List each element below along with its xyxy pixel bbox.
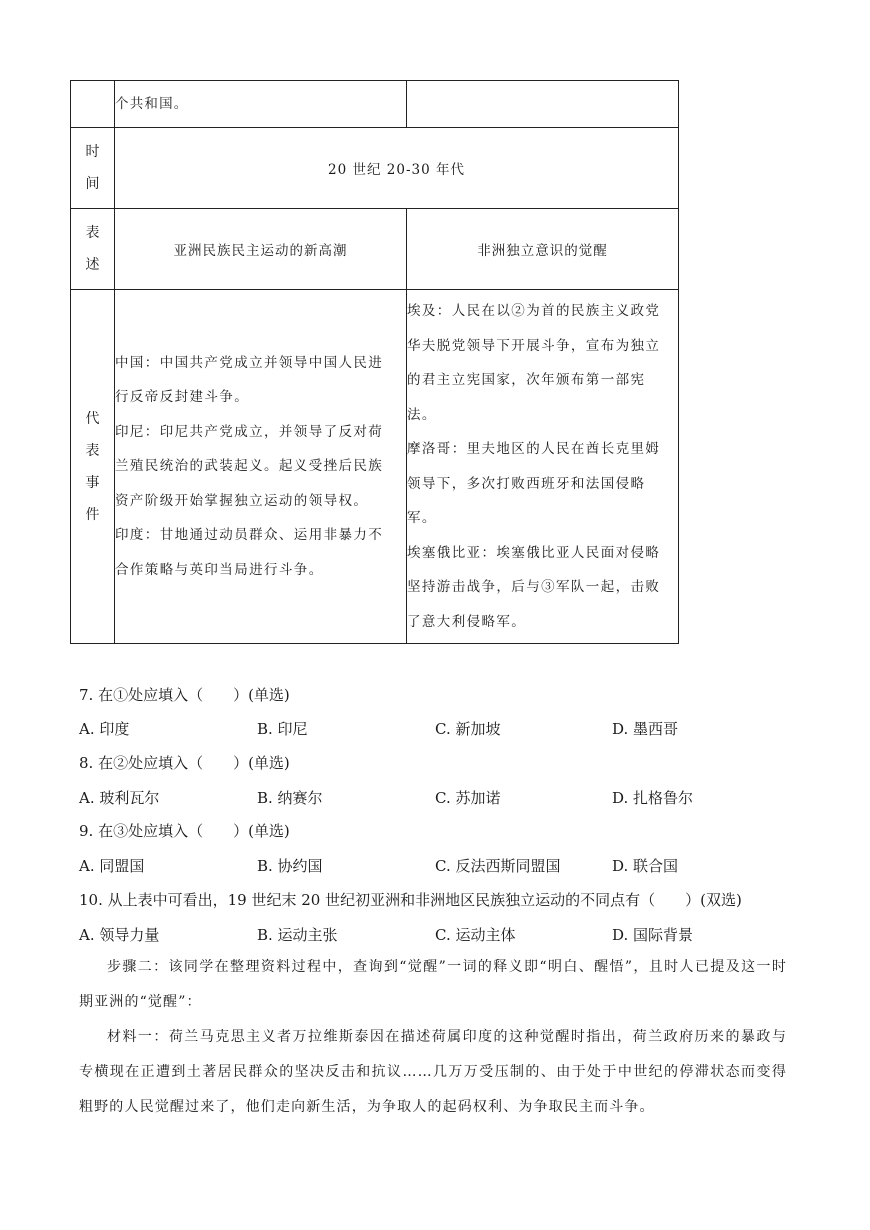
q8-option-a[interactable]: A. 玻利瓦尔 xyxy=(79,789,160,807)
material1-paragraph: 材料一：荷兰马克思主义者万拉维斯泰因在描述荷属印度的这种觉醒时指出，荷兰政府历来的暴政与专横现在正遭到土著居民群众的坚决反击和抗议……几万万受压制的、由于处于中世纪的停滞状态而变得粗野的人民觉醒过来了，他们走向新生活，为争取人的起码权利、为争取民主而斗争。 xyxy=(79,1029,787,1115)
row-label-events: 代 表 事 件 xyxy=(71,290,115,644)
q9-option-d[interactable]: D. 联合国 xyxy=(612,857,679,875)
q9-option-b[interactable]: B. 协约国 xyxy=(257,857,323,875)
table-row-time xyxy=(71,128,679,209)
table-row-continuation xyxy=(71,81,679,128)
events-asia xyxy=(115,290,407,644)
row-label-time: 时 间 xyxy=(71,128,115,209)
q7-option-d[interactable]: D. 墨西哥 xyxy=(612,720,679,738)
table-cell-top-right xyxy=(407,81,679,128)
event-line: 了意大利侵略军。 xyxy=(407,613,527,630)
question-9: 9. 在③处应填入（ ）(单选) xyxy=(79,822,290,840)
table-row-description xyxy=(71,209,679,290)
question-10: 10. 从上表中可看出，19 世纪末 20 世纪初亚洲和非洲地区民族独立运动的不同点有（ ）(双选) xyxy=(79,891,742,909)
event-line: 资产阶级开始掌握独立运动的领导权。 xyxy=(115,492,369,509)
event-line: 军。 xyxy=(407,510,437,526)
event-line: 领导下，多次打败西班牙和法国侵略 xyxy=(407,475,646,492)
table-cell-empty-label xyxy=(71,81,115,128)
q7-option-a[interactable]: A. 印度 xyxy=(79,720,130,738)
event-line: 行反帝反封建斗争。 xyxy=(115,389,250,406)
event-line: 兰殖民统治的武装起义。起义受挫后民族 xyxy=(115,458,384,475)
table-row-events xyxy=(71,290,679,644)
event-line: 华夫脱党领导下开展斗争，宣布为独立 xyxy=(407,337,661,354)
q10-option-a[interactable]: A. 领导力量 xyxy=(79,926,160,944)
description-africa: 非洲独立意识的觉醒 xyxy=(407,209,679,290)
event-line: 印度：甘地通过动员群众、运用非暴力不 xyxy=(115,527,384,544)
event-line: 埃塞俄比亚：埃塞俄比亚人民面对侵略 xyxy=(407,544,661,561)
events-africa xyxy=(407,290,679,644)
time-value: 20 世纪 20-30 年代 xyxy=(115,128,679,209)
history-table xyxy=(70,80,679,644)
event-line: 摩洛哥：里夫地区的人民在酋长克里姆 xyxy=(407,441,661,457)
event-line: 法。 xyxy=(407,406,437,423)
q7-option-b[interactable]: B. 印尼 xyxy=(257,720,308,738)
q9-option-c[interactable]: C. 反法西斯同盟国 xyxy=(435,857,561,875)
description-asia: 亚洲民族民主运动的新高潮 xyxy=(115,209,407,290)
q10-option-d[interactable]: D. 国际背景 xyxy=(612,926,694,944)
q8-option-c[interactable]: C. 苏加诺 xyxy=(435,789,501,807)
table-cell-top-left: 个共和国。 xyxy=(115,81,407,128)
event-line: 中国：中国共产党成立并领导中国人民进 xyxy=(115,354,384,371)
event-line: 坚持游击战争，后与③军队一起，击败 xyxy=(407,579,661,595)
event-line: 合作策略与英印当局进行斗争。 xyxy=(115,561,324,578)
q8-option-b[interactable]: B. 纳赛尔 xyxy=(257,789,323,807)
q8-option-d[interactable]: D. 扎格鲁尔 xyxy=(612,789,694,807)
q9-option-a[interactable]: A. 同盟国 xyxy=(79,857,145,875)
step2-paragraph: 步骤二：该同学在整理资料过程中，查询到“觉醒”一词的释义即“明白、醒悟”，且时人已提及这一时期亚洲的“觉醒”： xyxy=(79,959,787,1010)
question-8: 8. 在②处应填入（ ）(单选) xyxy=(79,754,290,772)
q10-option-b[interactable]: B. 运动主张 xyxy=(257,926,338,944)
q10-option-c[interactable]: C. 运动主体 xyxy=(435,926,516,944)
event-line: 印尼：印尼共产党成立，并领导了反对荷 xyxy=(115,423,384,440)
event-line: 的君主立宪国家，次年颁布第一部宪 xyxy=(407,372,646,388)
question-7: 7. 在①处应填入（ ）(单选) xyxy=(79,686,290,704)
row-label-description: 表 述 xyxy=(71,209,115,290)
event-line: 埃及：人民在以②为首的民族主义政党 xyxy=(407,303,661,319)
q7-option-c[interactable]: C. 新加坡 xyxy=(435,720,501,738)
